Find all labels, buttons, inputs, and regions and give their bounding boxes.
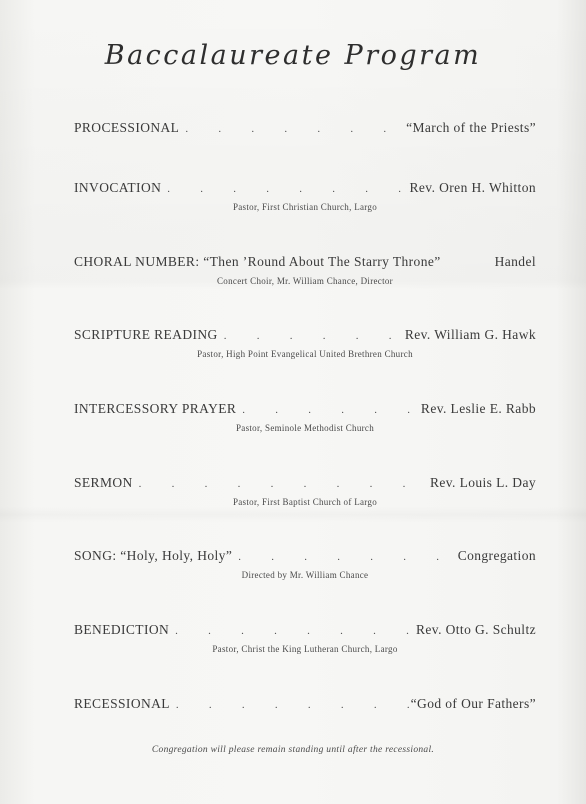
item-performer: Rev. Oren H. Whitton xyxy=(409,180,536,195)
program-item-choral-number xyxy=(74,254,536,286)
item-label: BENEDICTION xyxy=(74,622,170,637)
program-footer-note: Congregation will please remain standing until after the recessional. xyxy=(151,745,435,755)
item-subtitle: Pastor, First Baptist Church of Largo xyxy=(232,497,378,507)
item-label: PROCESSIONAL xyxy=(74,120,180,135)
item-subtitle: Directed by Mr. William Chance xyxy=(241,570,369,580)
dot-leader xyxy=(179,123,406,135)
item-subtitle: Pastor, First Christian Church, Largo xyxy=(232,202,378,212)
dot-leader xyxy=(169,625,416,637)
program-item-processional xyxy=(74,120,536,136)
item-performer: “March of the Priests” xyxy=(406,120,536,135)
program-item-song xyxy=(74,548,536,580)
item-label: INTERCESSORY PRAYER xyxy=(74,401,237,416)
dot-leader xyxy=(218,330,405,342)
dot-leader xyxy=(133,478,430,490)
program-item-scripture-reading xyxy=(74,327,536,359)
item-label: INVOCATION xyxy=(74,180,162,195)
item-performer: “God of Our Fathers” xyxy=(410,696,536,711)
item-subtitle: Pastor, Seminole Methodist Church xyxy=(235,423,375,433)
item-subtitle: Concert Choir, Mr. William Chance, Director xyxy=(217,276,393,286)
program-item-intercessory-prayer xyxy=(74,401,536,433)
item-performer: Rev. Louis L. Day xyxy=(429,475,536,490)
dot-leader xyxy=(232,551,457,563)
item-performer: Handel xyxy=(494,254,536,269)
dot-leader xyxy=(236,404,421,416)
item-label: RECESSIONAL xyxy=(74,696,170,711)
dot-leader xyxy=(170,699,411,711)
item-performer: Rev. Otto G. Schultz xyxy=(416,622,536,637)
dot-leader xyxy=(161,183,409,195)
program-item-recessional xyxy=(74,696,536,712)
item-performer: Rev. Leslie E. Rabb xyxy=(420,401,536,416)
item-performer: Congregation xyxy=(457,548,536,563)
item-subtitle: Pastor, Christ the King Lutheran Church, Largo xyxy=(212,644,398,654)
program-item-sermon xyxy=(74,475,536,507)
program-title: Baccalaureate Program xyxy=(104,40,482,71)
item-performer: Rev. William G. Hawk xyxy=(404,327,536,342)
program-item-invocation xyxy=(74,180,536,212)
item-label: SCRIPTURE READING xyxy=(74,327,218,342)
item-label: SONG: “Holy, Holy, Holy” xyxy=(74,548,233,563)
program-item-benediction xyxy=(74,622,536,654)
item-subtitle: Pastor, High Point Evangelical United Brethren Church xyxy=(197,349,413,359)
item-label: CHORAL NUMBER: “Then ’Round About The Starry Throne” xyxy=(74,254,441,269)
item-label: SERMON xyxy=(74,475,133,490)
